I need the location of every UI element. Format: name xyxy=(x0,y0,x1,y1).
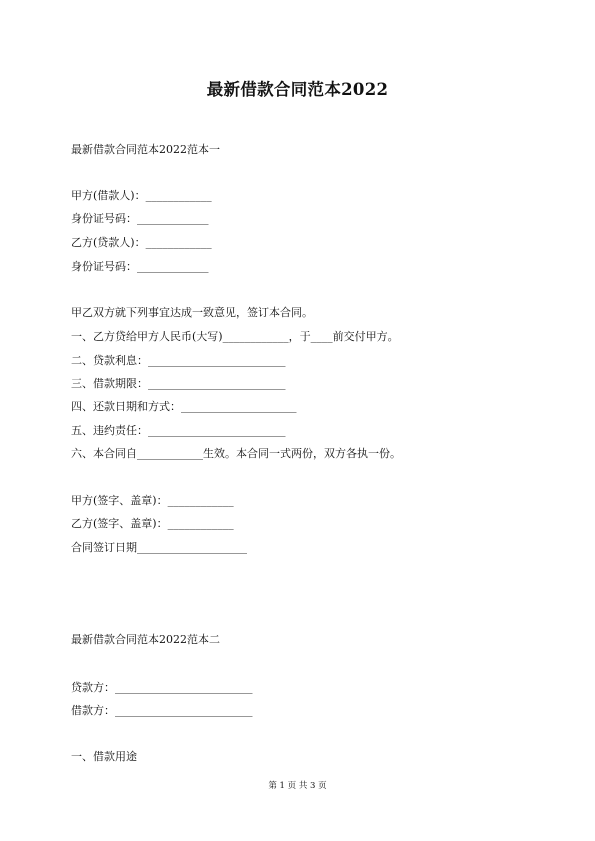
clause-3: 三、借款期限：_________________________ xyxy=(71,377,286,390)
signature-b-line: 乙方(签字、盖章)：____________ xyxy=(71,517,234,530)
id-number-a-line: 身份证号码：_____________ xyxy=(71,212,209,225)
clause-4: 四、还款日期和方式：_____________________ xyxy=(71,400,297,413)
clause-5: 五、违约责任：_________________________ xyxy=(71,424,286,437)
borrower-line: 借款方：_________________________ xyxy=(71,704,253,717)
page-number-footer: 第 1 页 共 3 页 xyxy=(268,781,327,791)
document-title: 最新借款合同范本2022 xyxy=(206,80,389,99)
clause-2: 二、贷款利息：_________________________ xyxy=(71,354,286,367)
lender-line: 贷款方：_________________________ xyxy=(71,681,253,694)
party-a-line: 甲方(借款人)：____________ xyxy=(71,189,212,202)
party-b-line: 乙方(贷款人)：____________ xyxy=(71,236,212,249)
id-number-b-line: 身份证号码：_____________ xyxy=(71,260,209,273)
section-heading-1: 最新借款合同范本2022范本一 xyxy=(71,143,220,156)
clause-1: 一、乙方贷给甲方人民币(大写)____________，于____前交付甲方。 xyxy=(71,330,399,343)
signing-date-line: 合同签订日期____________________ xyxy=(71,541,247,554)
agreement-intro: 甲乙双方就下列事宜达成一致意见，签订本合同。 xyxy=(71,306,313,319)
section-heading-2: 最新借款合同范本2022范本二 xyxy=(71,633,220,646)
clause-6: 六、本合同自____________生效。本合同一式两份，双方各执一份。 xyxy=(71,447,401,460)
signature-a-line: 甲方(签字、盖章)：____________ xyxy=(71,494,234,507)
loan-purpose-heading: 一、借款用途 xyxy=(71,750,137,763)
